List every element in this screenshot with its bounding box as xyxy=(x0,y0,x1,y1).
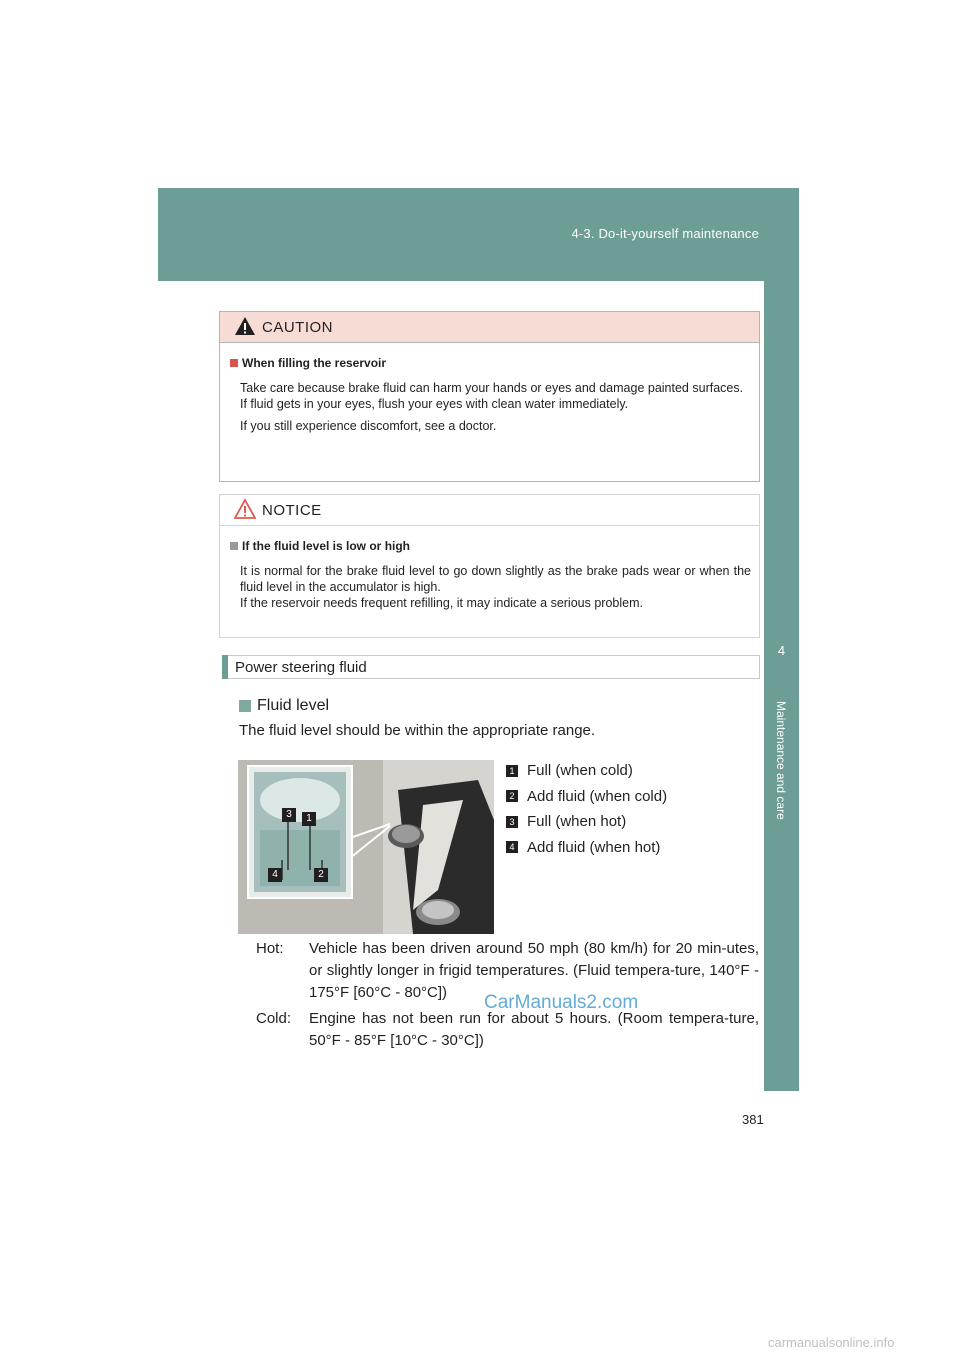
caution-heading-text: When filling the reservoir xyxy=(242,356,387,370)
caution-paragraph: If you still experience discomfort, see a doctor. xyxy=(240,419,497,433)
legend-label: Full (when hot) xyxy=(527,813,627,831)
section-title: 4-3. Do-it-yourself maintenance xyxy=(571,226,759,241)
callout-2: 2 xyxy=(314,868,328,882)
definition-text: Vehicle has been driven around 50 mph (80 km/h) for 20 min-utes, or slightly longer in frigid temperatures. (Fluid tempera-ture, 140°F - 175°F [60°C - 80°C]) xyxy=(309,940,759,1001)
notice-body xyxy=(220,526,759,611)
notice-box xyxy=(219,494,760,638)
legend-item xyxy=(506,784,667,810)
caution-body xyxy=(220,343,759,434)
reservoir-illustration xyxy=(238,760,494,934)
square-bullet-icon xyxy=(239,700,251,712)
legend-label: Full (when cold) xyxy=(527,762,633,780)
legend-label: Add fluid (when cold) xyxy=(527,787,668,805)
section-accent xyxy=(222,655,228,679)
number-2-icon: 2 xyxy=(506,790,518,802)
definition-text: Engine has not been run for about 5 hours. (Room tempera-ture, 50°F - 85°F [10°C - 30°C]) xyxy=(309,1010,759,1049)
section-heading-bar xyxy=(222,655,760,679)
subsection-heading-text: Fluid level xyxy=(257,697,330,714)
number-4-icon: 4 xyxy=(506,841,518,853)
caution-title: CAUTION xyxy=(262,319,333,336)
square-bullet-icon xyxy=(230,359,238,367)
notice-paragraph: It is normal for the brake fluid level to go down slightly as the brake pads wear or when the fluid level in the accumulator is high. If the reservoir needs frequent refilling, it may indicate a serious problem. xyxy=(240,564,751,610)
chapter-number: 4 xyxy=(777,643,786,658)
warning-triangle-icon xyxy=(234,315,256,337)
definition-term: Cold: xyxy=(256,1010,292,1027)
page-number: 381 xyxy=(742,1112,764,1127)
number-3-icon: 3 xyxy=(506,816,518,828)
watermark-site: CarManuals2.com xyxy=(484,992,639,1013)
caution-box xyxy=(219,311,760,482)
legend xyxy=(506,758,667,860)
header-band xyxy=(158,188,799,281)
legend-label: Add fluid (when hot) xyxy=(527,838,661,856)
caution-heading xyxy=(230,355,751,371)
legend-item xyxy=(506,835,667,861)
number-1-icon: 1 xyxy=(506,765,518,777)
callout-4: 4 xyxy=(268,868,282,882)
watermark-site: carmanualsonline.info xyxy=(768,1335,895,1350)
notice-header xyxy=(220,495,759,526)
chapter-label: Maintenance and care xyxy=(774,701,788,820)
notice-triangle-icon xyxy=(234,498,256,520)
notice-title: NOTICE xyxy=(262,502,322,519)
caution-header xyxy=(220,312,759,343)
chapter-tab xyxy=(764,281,799,1091)
reservoir-photo xyxy=(238,760,494,934)
legend-item xyxy=(506,758,667,784)
subsection-heading xyxy=(239,697,329,715)
legend-item xyxy=(506,809,667,835)
callout-3: 3 xyxy=(282,808,296,822)
intro-text: The fluid level should be within the appropriate range. xyxy=(239,722,596,739)
square-bullet-icon xyxy=(230,542,238,550)
section-heading: Power steering fluid xyxy=(235,659,367,676)
callout-1: 1 xyxy=(302,812,316,826)
notice-heading xyxy=(230,538,751,554)
definition-term: Hot: xyxy=(256,940,284,957)
caution-paragraph: Take care because brake fluid can harm your hands or eyes and damage painted surfaces. If fluid gets in your eyes, flush your eyes with clean water immediately. xyxy=(240,381,744,411)
notice-heading-text: If the fluid level is low or high xyxy=(242,539,411,553)
